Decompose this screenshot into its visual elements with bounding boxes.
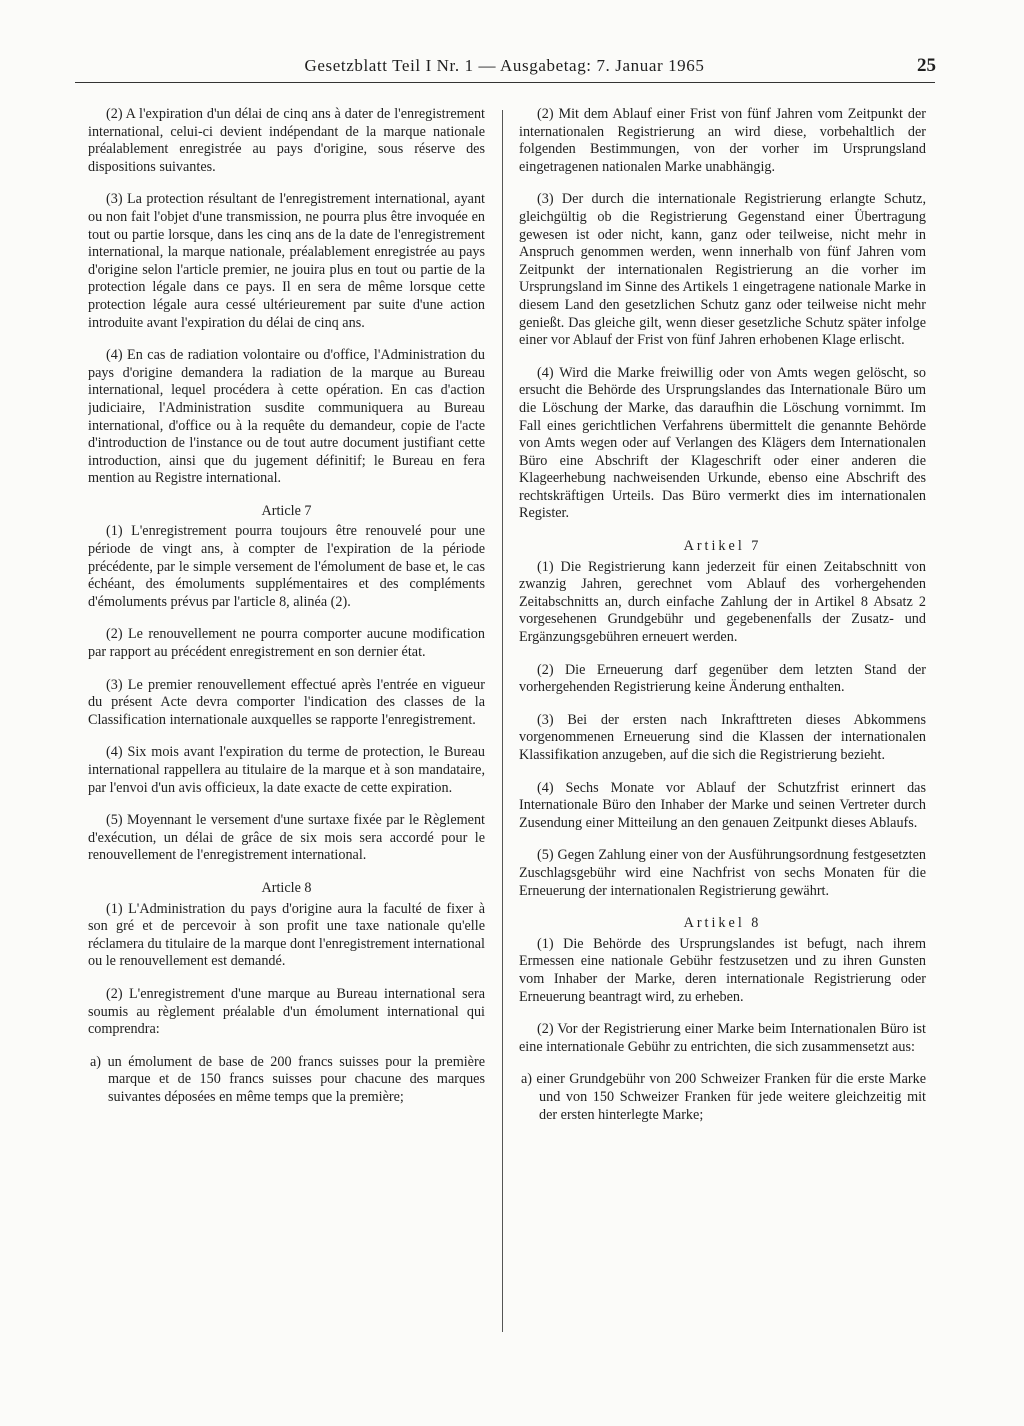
page-header (75, 56, 934, 82)
paragraph: (1) Die Registrierung kann jederzeit für einen Zeitabschnitt von zwanzig Jahren, gerechnet vom Ablauf des vorhergehenden Zeitabschnitts an, durch einfache Zahlung der in Artikel 8 Absatz 2 vorgesehenen Grundgebühr und gegebenenfalls der Zusatz- und Ergänzungsgebühren erneuert werden. (519, 558, 926, 646)
paragraph: (4) Six mois avant l'expiration du terme de protection, le Bureau international rappellera au titulaire de la marque et à son mandataire, par l'envoi d'un avis officieux, la date exacte de cette expiration. (88, 744, 485, 796)
paragraph: (3) Le premier renouvellement effectué après l'entrée en vigueur du présent Acte devra comporter l'indication des classes de la Classification internationale auxquelles se rapporte l'enregistrement. (88, 676, 485, 728)
paragraph: (3) Der durch die internationale Registrierung erlangte Schutz, gleichgültig ob die Registrierung Gegenstand einer Übertragung gewesen ist oder nicht, kann, ganz oder teilweise, nicht mehr in Anspruch genommen werden, wenn innerhalb von fünf Jahren vom Zeitpunkt der internationalen Registrierung an die vorher im Ursprungsland im Sinne des Artikels 1 eingetragene nationale Marke in diesem Land den gesetzlichen Schutz ganz oder teilweise nicht mehr genießt. Das gleiche gilt, wenn dieser gesetzliche Schutz später infolge einer vor Ablauf der Frist von fünf Jahren erhobenen Klage erlischt. (519, 191, 926, 349)
paragraph: (2) Le renouvellement ne pourra comporter aucune modification par rapport au précédent enregistrement en son dernier état. (88, 626, 485, 661)
article-heading: Article 8 (261, 879, 312, 896)
paragraph: (1) L'enregistrement pourra toujours être renouvelé pour une période de vingt ans, à compter de l'expiration de la période précédente, par le simple versement de l'émolument de base et, le cas échéant, des émoluments supplémentaires et des compléments d'émoluments prévus par l'article 8, alinéa (2). (88, 523, 485, 610)
article-heading: Artikel 8 (683, 915, 762, 932)
paragraph: (4) Wird die Marke freiwillig oder von Amts wegen gelöscht, so ersucht die Behörde des Ursprungslandes das Internationale Büro um die Löschung der Marke, das daraufhin die Löschung vornimmt. Im Fall eines gerichtlichen Verfahrens übermittelt die genannte Behörde von Amts wegen oder auf Verlangen des Klägers dem Internationalen Büro eine Abschrift der Klageschrift oder einer anderen die Klageerhebung nachweisenden Urkunde, ebenso eine Abschrift des rechtskräftigen Urteils. Das Büro vermerkt dies im internationalen Register. (519, 364, 926, 522)
paragraph: (1) Die Behörde des Ursprungslandes ist befugt, nach ihrem Ermessen eine nationale Gebühr festzusetzen und zu ihren Gunsten vom Inhaber der Marke, deren internationale Registrierung oder Erneuerung beantragt wird, zu erheben. (519, 935, 926, 1005)
paragraph: (4) En cas de radiation volontaire ou d'office, l'Administration du pays d'origine demandera la radiation de la marque au Bureau international, lequel procédera à cette opération. En cas d'action judiciaire, l'Administration susdite communiquera au Bureau international, d'office ou à la requête du demandeur, copie de l'acte d'introduction de l'instance ou de tout autre document justifiant cette introduction, ainsi que du jugement définitif; le Bureau en fera mention au Registre international. (88, 347, 485, 487)
french-column (88, 106, 485, 1346)
article-heading: Article 7 (261, 502, 312, 519)
list-item: a) einer Grundgebühr von 200 Schweizer Franken für die erste Marke und von 150 Schweizer Franken für jede weitere gleichzeitig mit der ersten hinterlegte Marke; (521, 1071, 926, 1123)
paragraph: (2) Vor der Registrierung einer Marke beim Internationalen Büro ist eine internationale Gebühr zu entrichten, die sich zusammensetzt aus: (519, 1021, 926, 1055)
paragraph: (2) A l'expiration d'un délai de cinq ans à dater de l'enregistrement international, celui-ci devient indépendant de la marque nationale préalablement enregistrée au pays d'origine, sous réserve des dispositions suivantes. (88, 106, 485, 175)
article-heading: Artikel 7 (683, 538, 762, 555)
column-divider (502, 110, 503, 1332)
paragraph: (3) Bei der ersten nach Inkrafttreten dieses Abkommens vorgenommenen Erneuerung sind die Klassen der internationalen Klassifikation anzugeben, auf die sich die Registrierung bezieht. (519, 711, 926, 763)
paragraph: (4) Sechs Monate vor Ablauf der Schutzfrist erinnert das Internationale Büro den Inhaber der Marke und seinen Vertreter durch Zusendung einer Mitteilung an den genauen Zeitpunkt dieses Ablaufs. (519, 779, 926, 831)
german-column (519, 106, 926, 1346)
header-title: Gesetzblatt Teil I Nr. 1 — Ausgabetag: 7. Januar 1965 (304, 56, 705, 75)
list-item: a) un émolument de base de 200 francs suisses pour la première marque et de 150 francs suisses pour chacune des marques suivantes déposées en même temps que la première; (90, 1053, 485, 1105)
header-rule (75, 82, 935, 83)
paragraph: (2) Die Erneuerung darf gegenüber dem letzten Stand der vorhergehenden Registrierung keine Änderung enthalten. (519, 661, 926, 696)
page-number: 25 (917, 55, 936, 76)
paragraph: (5) Moyennant le versement d'une surtaxe fixée par le Règlement d'exécution, un délai de grâce de six mois sera accordé pour le renouvellement de l'enregistrement international. (88, 812, 485, 864)
paragraph: (5) Gegen Zahlung einer von der Ausführungsordnung festgesetzten Zuschlagsgebühr wird eine Nachfrist von sechs Monaten für die Erneuerung der internationalen Registrierung gewährt. (519, 847, 926, 899)
paragraph: (3) La protection résultant de l'enregistrement international, ayant ou non fait l'objet d'une transmission, ne pourra plus être invoquée en tout ou partie lorsque, dans les cinq ans de la date de l'enregistrement international, la marque nationale, préalablement enregistrée au pays d'origine selon l'article premier, ne jouira plus en tout ou partie de la protection légale dans ce pays. Il en sera de même lorsque cette protection légale aura cessé ultérieurement par suite d'une action introduite avant l'expiration du délai de cinq ans. (88, 191, 485, 331)
paragraph: (2) Mit dem Ablauf einer Frist von fünf Jahren vom Zeitpunkt der internationalen Registrierung an wird diese, vorbehaltlich der folgenden Bestimmungen, von der vorher im Ursprungsland eingetragenen nationalen Marke unabhängig. (519, 106, 926, 175)
paragraph: (2) L'enregistrement d'une marque au Bureau international sera soumis au règlement préalable d'un émolument international qui comprendra: (88, 985, 485, 1038)
paragraph: (1) L'Administration du pays d'origine aura la faculté de fixer à son gré et de percevoir à son profit une taxe nationale qu'elle réclamera du titulaire de la marque dont l'enregistrement international ou le renouvellement est demandé. (88, 900, 485, 970)
